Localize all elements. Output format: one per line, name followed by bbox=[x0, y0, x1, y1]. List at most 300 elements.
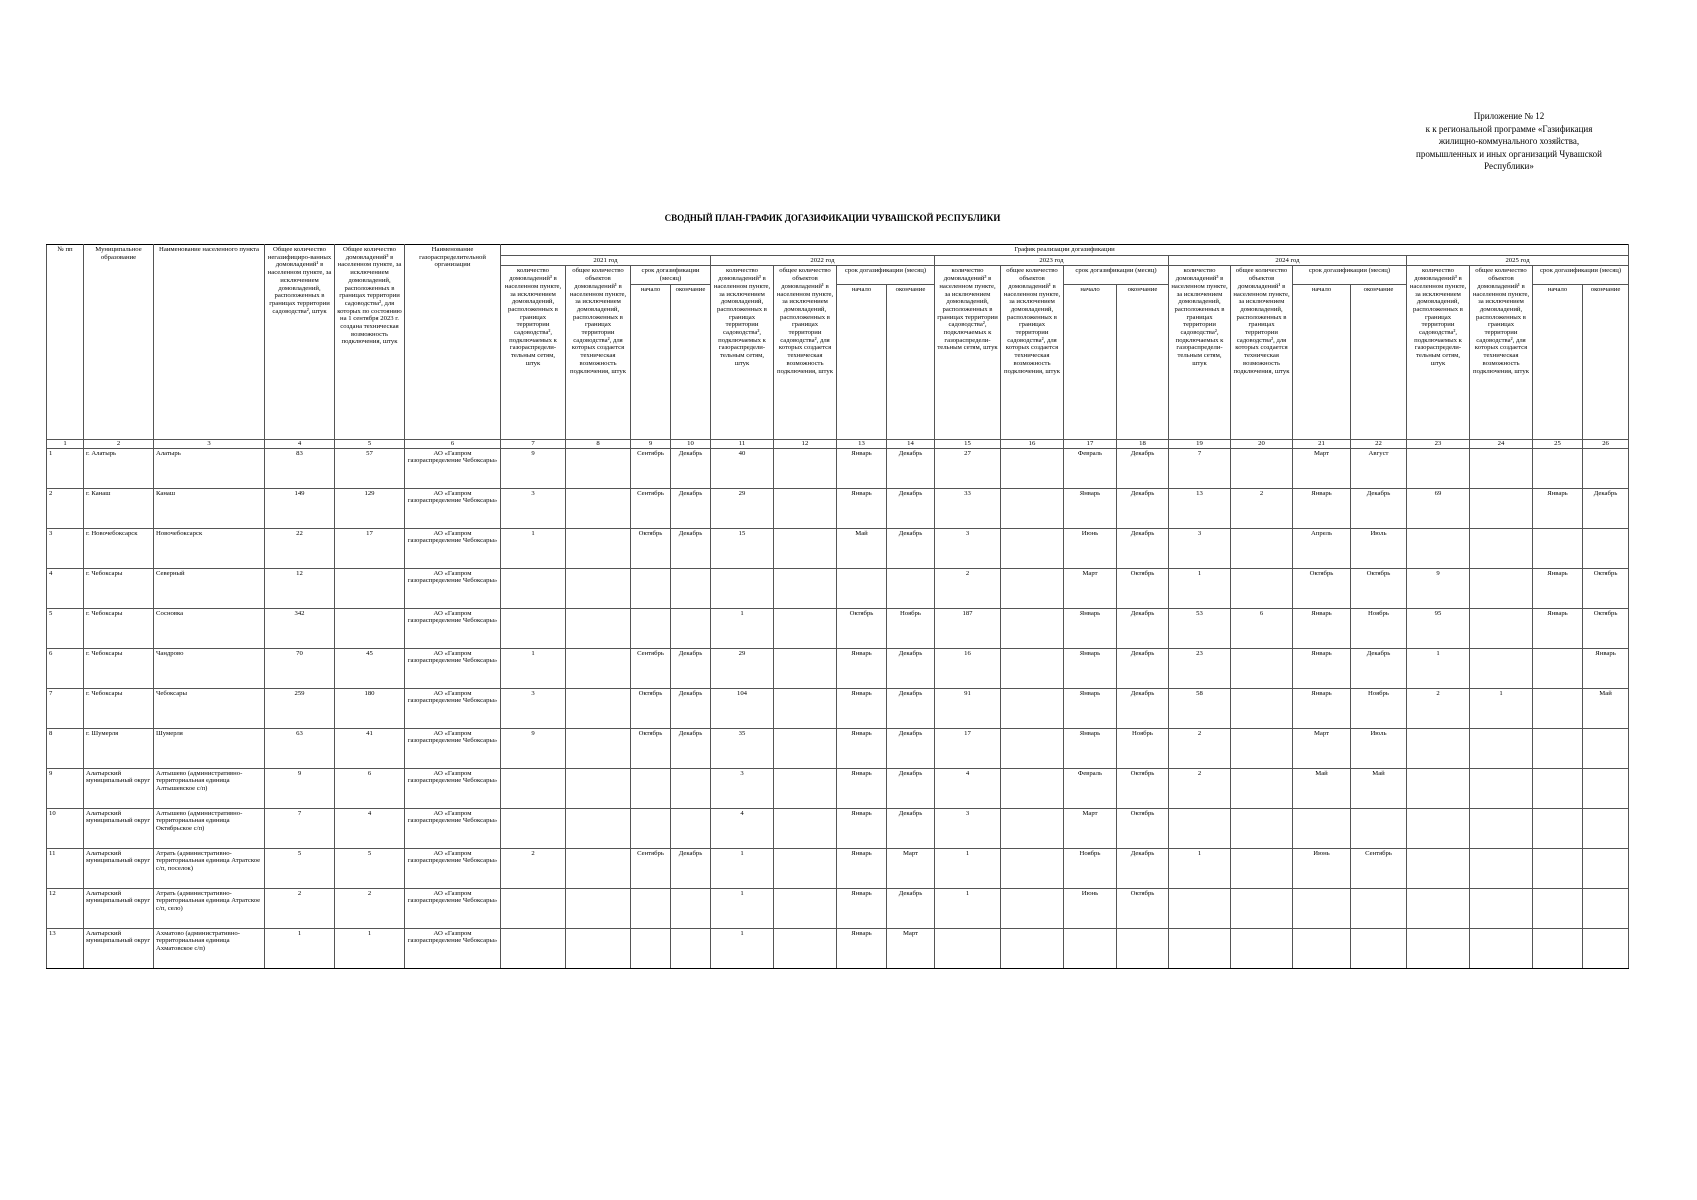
table-cell-c23 bbox=[1407, 848, 1470, 888]
table-cell-t5: 41 bbox=[335, 728, 405, 768]
table-cell-c19: 58 bbox=[1169, 688, 1231, 728]
table-cell-c17: Июнь bbox=[1064, 528, 1117, 568]
table-cell-c14: Декабрь bbox=[887, 448, 935, 488]
table-cell-c15: 2 bbox=[935, 568, 1001, 608]
table-cell-c22: Октябрь bbox=[1351, 568, 1407, 608]
table-cell-no: 9 bbox=[47, 768, 84, 808]
table-cell-c23: 1 bbox=[1407, 648, 1470, 688]
table-cell-c16 bbox=[1001, 648, 1064, 688]
table-cell-org: АО «Газпром газораспределение Чебоксары» bbox=[405, 488, 501, 528]
table-cell-c12 bbox=[774, 888, 837, 928]
appendix-line: Республики» bbox=[1484, 161, 1534, 171]
table-cell-c23 bbox=[1407, 888, 1470, 928]
table-cell-c25 bbox=[1533, 728, 1583, 768]
table-cell-c11: 29 bbox=[711, 648, 774, 688]
table-cell-c7: 2 bbox=[501, 848, 566, 888]
column-number: 23 bbox=[1407, 439, 1470, 448]
table-cell-c19: 7 bbox=[1169, 448, 1231, 488]
table-cell-no: 13 bbox=[47, 928, 84, 968]
table-cell-c7 bbox=[501, 768, 566, 808]
table-cell-c17: Март bbox=[1064, 568, 1117, 608]
header-count-connected: количество домовладений³ в населенном пункте, за исключением домовладений, расположенных в границах территории садоводства², подключаемых к газораспредели-тельным сетям, штук bbox=[711, 266, 774, 439]
table-cell-c14: Декабрь bbox=[887, 488, 935, 528]
header-count-objects: общее количество объектов домовладений¹ в населенном пункте, за исключением домовладений, расположенных в границах территории садоводства², для которых создается техническая возможность подключения, штук bbox=[774, 266, 837, 439]
table-cell-c15: 17 bbox=[935, 728, 1001, 768]
table-cell-no: 6 bbox=[47, 648, 84, 688]
table-cell-c7 bbox=[501, 808, 566, 848]
table-cell-t4: 9 bbox=[265, 768, 335, 808]
table-cell-c15: 16 bbox=[935, 648, 1001, 688]
table-cell-c20 bbox=[1231, 728, 1293, 768]
table-cell-c10: Декабрь bbox=[671, 528, 711, 568]
table-cell-c7 bbox=[501, 568, 566, 608]
table-cell-c18: Декабрь bbox=[1117, 648, 1169, 688]
table-cell-org: АО «Газпром газораспределение Чебоксары» bbox=[405, 568, 501, 608]
header-count-objects: общее количество объектов домовладений¹ в населенном пункте, за исключением домовладений, расположенных в границах территории садоводства², для которых создается техническая возможность подключения, штук bbox=[1001, 266, 1064, 439]
column-number: 16 bbox=[1001, 439, 1064, 448]
table-cell-mun: Алатырский муниципальный округ bbox=[84, 808, 154, 848]
table-cell-c13: Январь bbox=[837, 888, 887, 928]
table-cell-org: АО «Газпром газораспределение Чебоксары» bbox=[405, 848, 501, 888]
table-cell-c21: Март bbox=[1293, 728, 1351, 768]
page-title: СВОДНЫЙ ПЛАН-ГРАФИК ДОГАЗИФИКАЦИИ ЧУВАШСКОЙ РЕСПУБЛИКИ bbox=[664, 213, 1001, 223]
table-cell-c21 bbox=[1293, 888, 1351, 928]
column-number: 26 bbox=[1583, 439, 1629, 448]
header-count-objects: общее количество объектов домовладений¹ в населенном пункте, за исключением домовладений, расположенных в границах территории садоводства², для которых создается техническая возможность подключения, штук bbox=[566, 266, 631, 439]
table-cell-c13: Январь bbox=[837, 688, 887, 728]
table-cell-c18: Октябрь bbox=[1117, 768, 1169, 808]
table-cell-t4: 2 bbox=[265, 888, 335, 928]
table-cell-no: 8 bbox=[47, 728, 84, 768]
header-year: 2024 год bbox=[1169, 255, 1407, 266]
table-cell-c10: Декабрь bbox=[671, 848, 711, 888]
table-cell-org: АО «Газпром газораспределение Чебоксары» bbox=[405, 608, 501, 648]
table-cell-c18: Ноябрь bbox=[1117, 728, 1169, 768]
table-cell-c26 bbox=[1583, 808, 1629, 848]
table-cell-c20 bbox=[1231, 888, 1293, 928]
table-cell-c13: Октябрь bbox=[837, 608, 887, 648]
table-cell-c25: Январь bbox=[1533, 568, 1583, 608]
table-cell-c16 bbox=[1001, 848, 1064, 888]
column-number: 3 bbox=[154, 439, 265, 448]
table-cell-mun: г. Чебоксары bbox=[84, 568, 154, 608]
table-cell-c10 bbox=[671, 768, 711, 808]
table-cell-c15: 1 bbox=[935, 888, 1001, 928]
table-cell-c23 bbox=[1407, 768, 1470, 808]
table-cell-c16 bbox=[1001, 888, 1064, 928]
table-cell-c12 bbox=[774, 528, 837, 568]
table-cell-c9 bbox=[631, 568, 671, 608]
table-cell-c22 bbox=[1351, 888, 1407, 928]
table-cell-place: Атрать (административно-территориальная единица Атратское с/п, село) bbox=[154, 888, 265, 928]
table-cell-c12 bbox=[774, 568, 837, 608]
table-cell-c25 bbox=[1533, 448, 1583, 488]
table-cell-c12 bbox=[774, 488, 837, 528]
table-cell-no: 11 bbox=[47, 848, 84, 888]
header-term: срок догазификации (месяц) bbox=[631, 266, 711, 284]
table-cell-place: Ахматово (административно-территориальная единица Ахматовское с/п) bbox=[154, 928, 265, 968]
table-cell-c13: Январь bbox=[837, 808, 887, 848]
table-cell-c15: 91 bbox=[935, 688, 1001, 728]
table-cell-mun: г. Новочебоксарск bbox=[84, 528, 154, 568]
table-cell-c15: 187 bbox=[935, 608, 1001, 648]
column-number: 7 bbox=[501, 439, 566, 448]
table-cell-c8 bbox=[566, 728, 631, 768]
table-cell-mun: Алатырский муниципальный округ bbox=[84, 888, 154, 928]
table-cell-c9: Сентябрь bbox=[631, 448, 671, 488]
table-cell-c13: Январь bbox=[837, 928, 887, 968]
table-row bbox=[47, 728, 1629, 768]
table-cell-c17: Январь bbox=[1064, 488, 1117, 528]
table-cell-c24 bbox=[1470, 608, 1533, 648]
column-number: 4 bbox=[265, 439, 335, 448]
table-cell-c21 bbox=[1293, 808, 1351, 848]
table-cell-c25 bbox=[1533, 768, 1583, 808]
header-count-objects: общее количество объектов домовладений¹ в населенном пункте, за исключением домовладений, расположенных в границах территории садоводства², для которых создается техническая возможность подключения, штук bbox=[1470, 266, 1533, 439]
table-cell-c16 bbox=[1001, 488, 1064, 528]
table-cell-c9: Октябрь bbox=[631, 728, 671, 768]
column-number: 5 bbox=[335, 439, 405, 448]
header-count-connected: количество домовладений³ в населенном пункте, за исключением домовладений, расположенных в границах территории садоводства², подключаемых к газораспредели-тельным сетям, штук bbox=[501, 266, 566, 439]
header-end: окончание bbox=[887, 284, 935, 439]
column-number: 2 bbox=[84, 439, 154, 448]
table-cell-t5: 1 bbox=[335, 928, 405, 968]
table-cell-c15: 1 bbox=[935, 848, 1001, 888]
table-cell-c16 bbox=[1001, 608, 1064, 648]
table-cell-c26 bbox=[1583, 928, 1629, 968]
table-cell-org: АО «Газпром газораспределение Чебоксары» bbox=[405, 808, 501, 848]
table-cell-c9 bbox=[631, 928, 671, 968]
table-row bbox=[47, 688, 1629, 728]
table-cell-c8 bbox=[566, 488, 631, 528]
table-cell-mun: г. Чебоксары bbox=[84, 608, 154, 648]
table-cell-t5: 5 bbox=[335, 848, 405, 888]
table-cell-mun: г. Канаш bbox=[84, 488, 154, 528]
table-cell-c21: Январь bbox=[1293, 488, 1351, 528]
column-number: 17 bbox=[1064, 439, 1117, 448]
header-count-connected: количество домовладений³ в населенном пункте, за исключением домовладений, расположенных в границах территории садоводства², подключаемых к газораспредели-тельным сетям, штук bbox=[1407, 266, 1470, 439]
table-cell-c7 bbox=[501, 888, 566, 928]
header-year: 2022 год bbox=[711, 255, 935, 266]
table-body bbox=[47, 448, 1629, 968]
table-cell-c9 bbox=[631, 808, 671, 848]
column-number: 14 bbox=[887, 439, 935, 448]
column-number: 20 bbox=[1231, 439, 1293, 448]
table-cell-c23: 2 bbox=[1407, 688, 1470, 728]
table-cell-c18: Декабрь bbox=[1117, 528, 1169, 568]
table-cell-c15: 27 bbox=[935, 448, 1001, 488]
column-number: 8 bbox=[566, 439, 631, 448]
table-cell-c16 bbox=[1001, 568, 1064, 608]
table-cell-c7: 9 bbox=[501, 728, 566, 768]
table-cell-c26: Декабрь bbox=[1583, 488, 1629, 528]
table-cell-c24 bbox=[1470, 528, 1533, 568]
header-schedule: График реализации догазификации bbox=[501, 245, 1629, 256]
table-cell-c11: 40 bbox=[711, 448, 774, 488]
table-cell-c25 bbox=[1533, 808, 1583, 848]
table-cell-mun: г. Шумерля bbox=[84, 728, 154, 768]
table-cell-c26: Май bbox=[1583, 688, 1629, 728]
table-cell-c16 bbox=[1001, 448, 1064, 488]
table-cell-c14: Декабрь bbox=[887, 888, 935, 928]
table-cell-mun: г. Чебоксары bbox=[84, 648, 154, 688]
table-cell-c23: 69 bbox=[1407, 488, 1470, 528]
header-end: окончание bbox=[1583, 284, 1629, 439]
table-cell-c24 bbox=[1470, 448, 1533, 488]
table-cell-c25 bbox=[1533, 888, 1583, 928]
table-cell-c10: Декабрь bbox=[671, 448, 711, 488]
table-cell-c20 bbox=[1231, 928, 1293, 968]
table-cell-c7: 3 bbox=[501, 488, 566, 528]
table-cell-t4: 5 bbox=[265, 848, 335, 888]
column-number: 13 bbox=[837, 439, 887, 448]
table-cell-c18: Декабрь bbox=[1117, 448, 1169, 488]
table-cell-c19: 53 bbox=[1169, 608, 1231, 648]
table-cell-c19: 1 bbox=[1169, 848, 1231, 888]
table-cell-c24 bbox=[1470, 928, 1533, 968]
table-cell-c13: Январь bbox=[837, 848, 887, 888]
table-cell-c19: 2 bbox=[1169, 768, 1231, 808]
table-cell-c9 bbox=[631, 608, 671, 648]
table-cell-t4: 22 bbox=[265, 528, 335, 568]
table-cell-c14: Декабрь bbox=[887, 688, 935, 728]
table-cell-c11 bbox=[711, 568, 774, 608]
header-total-tech: Общее количество домовладений³ в населенном пункте, за исключением домовладений, расположенных в границах территории садоводства², для которых по состоянию на 1 сентября 2023 г. создана техническая возможность подключения, штук bbox=[335, 245, 405, 440]
table-cell-c11: 1 bbox=[711, 928, 774, 968]
header-start: начало bbox=[837, 284, 887, 439]
table-cell-c16 bbox=[1001, 928, 1064, 968]
table-cell-c18: Декабрь bbox=[1117, 608, 1169, 648]
table-cell-c16 bbox=[1001, 768, 1064, 808]
table-cell-c21: Июнь bbox=[1293, 848, 1351, 888]
table-cell-c23: 95 bbox=[1407, 608, 1470, 648]
column-number: 10 bbox=[671, 439, 711, 448]
table-row bbox=[47, 568, 1629, 608]
header-row bbox=[47, 245, 1629, 256]
table-cell-c8 bbox=[566, 928, 631, 968]
table-cell-c20 bbox=[1231, 848, 1293, 888]
table-cell-c26 bbox=[1583, 888, 1629, 928]
table-cell-place: Сосновка bbox=[154, 608, 265, 648]
column-number: 6 bbox=[405, 439, 501, 448]
table-cell-c17: Февраль bbox=[1064, 768, 1117, 808]
table-cell-c25 bbox=[1533, 928, 1583, 968]
table-cell-c10 bbox=[671, 928, 711, 968]
table-cell-place: Новочебоксарск bbox=[154, 528, 265, 568]
table-cell-c21: Январь bbox=[1293, 688, 1351, 728]
table-cell-c13 bbox=[837, 568, 887, 608]
table-row bbox=[47, 648, 1629, 688]
table-cell-c24 bbox=[1470, 728, 1533, 768]
table-cell-c13: Январь bbox=[837, 728, 887, 768]
table-cell-c12 bbox=[774, 688, 837, 728]
table-cell-place: Чебоксары bbox=[154, 688, 265, 728]
table-cell-c7 bbox=[501, 928, 566, 968]
column-number: 11 bbox=[711, 439, 774, 448]
table-cell-c26 bbox=[1583, 728, 1629, 768]
table-cell-c8 bbox=[566, 608, 631, 648]
table-cell-c13: Январь bbox=[837, 768, 887, 808]
appendix-line: к к региональной программе «Газификация bbox=[1425, 123, 1593, 134]
table-cell-c10: Декабрь bbox=[671, 648, 711, 688]
table-cell-c17: Январь bbox=[1064, 728, 1117, 768]
table-cell-c24 bbox=[1470, 888, 1533, 928]
table-cell-c10 bbox=[671, 808, 711, 848]
column-number: 15 bbox=[935, 439, 1001, 448]
table-cell-c26: Октябрь bbox=[1583, 608, 1629, 648]
table-cell-c17: Январь bbox=[1064, 608, 1117, 648]
table-cell-c23 bbox=[1407, 528, 1470, 568]
table-cell-c22: Декабрь bbox=[1351, 488, 1407, 528]
table-cell-c9: Октябрь bbox=[631, 688, 671, 728]
table-cell-c12 bbox=[774, 728, 837, 768]
table-cell-c19 bbox=[1169, 888, 1231, 928]
table-cell-c21: Январь bbox=[1293, 608, 1351, 648]
table-cell-c11: 35 bbox=[711, 728, 774, 768]
table-cell-no: 4 bbox=[47, 568, 84, 608]
table-cell-c17: Февраль bbox=[1064, 448, 1117, 488]
column-number: 19 bbox=[1169, 439, 1231, 448]
table-cell-c7: 9 bbox=[501, 448, 566, 488]
table-row bbox=[47, 488, 1629, 528]
table-cell-c8 bbox=[566, 808, 631, 848]
table-cell-place: Алтышево (административно-территориальная единица Октябрьское с/п) bbox=[154, 808, 265, 848]
table-cell-c7: 1 bbox=[501, 648, 566, 688]
table-cell-c18: Декабрь bbox=[1117, 688, 1169, 728]
table-cell-t5 bbox=[335, 608, 405, 648]
table-cell-no: 3 bbox=[47, 528, 84, 568]
table-cell-place: Северный bbox=[154, 568, 265, 608]
table-row bbox=[47, 448, 1629, 488]
column-number: 12 bbox=[774, 439, 837, 448]
column-number: 22 bbox=[1351, 439, 1407, 448]
table-cell-t5: 6 bbox=[335, 768, 405, 808]
table-cell-c22: Июль bbox=[1351, 728, 1407, 768]
table-cell-t4: 1 bbox=[265, 928, 335, 968]
table-cell-c21 bbox=[1293, 928, 1351, 968]
table-cell-no: 1 bbox=[47, 448, 84, 488]
table-cell-mun: Алатырский муниципальный округ bbox=[84, 848, 154, 888]
column-number: 18 bbox=[1117, 439, 1169, 448]
table-cell-c19: 3 bbox=[1169, 528, 1231, 568]
table-cell-c24 bbox=[1470, 848, 1533, 888]
table-cell-t4: 7 bbox=[265, 808, 335, 848]
table-cell-c16 bbox=[1001, 808, 1064, 848]
table-cell-c15: 3 bbox=[935, 528, 1001, 568]
table-cell-c18 bbox=[1117, 928, 1169, 968]
table-cell-c21: Январь bbox=[1293, 648, 1351, 688]
header-count-connected: количество домовладений³ в населенном пункте, за исключением домовладений, расположенных в границах территории садоводства², подключаемых к газораспредели-тельным сетям, штук bbox=[1169, 266, 1231, 439]
table-cell-c16 bbox=[1001, 728, 1064, 768]
table-cell-mun: Алатырский муниципальный округ bbox=[84, 928, 154, 968]
table-cell-c21: Апрель bbox=[1293, 528, 1351, 568]
header-start: начало bbox=[1293, 284, 1351, 439]
table-cell-t4: 83 bbox=[265, 448, 335, 488]
table-cell-mun: г. Алатырь bbox=[84, 448, 154, 488]
table-cell-c13: Январь bbox=[837, 488, 887, 528]
column-number: 9 bbox=[631, 439, 671, 448]
table-cell-c25: Январь bbox=[1533, 488, 1583, 528]
table-cell-c11: 1 bbox=[711, 888, 774, 928]
table-cell-c9: Сентябрь bbox=[631, 848, 671, 888]
table-cell-c14: Декабрь bbox=[887, 808, 935, 848]
table-cell-c19: 23 bbox=[1169, 648, 1231, 688]
table-cell-c17: Ноябрь bbox=[1064, 848, 1117, 888]
table-cell-place: Шумерля bbox=[154, 728, 265, 768]
table-cell-c24 bbox=[1470, 768, 1533, 808]
table-cell-org: АО «Газпром газораспределение Чебоксары» bbox=[405, 528, 501, 568]
header-start: начало bbox=[1064, 284, 1117, 439]
table-cell-c11: 104 bbox=[711, 688, 774, 728]
header-year: 2023 год bbox=[935, 255, 1169, 266]
table-cell-c9: Сентябрь bbox=[631, 488, 671, 528]
table-cell-c9 bbox=[631, 888, 671, 928]
table-cell-c22: Декабрь bbox=[1351, 648, 1407, 688]
table-cell-t5: 129 bbox=[335, 488, 405, 528]
table-cell-c12 bbox=[774, 648, 837, 688]
header-count-connected: количество домовладений³ в населенном пункте, за исключением домовладений, расположенных в границах территории садоводства², подключаемых к газораспредели-тельным сетям, штук bbox=[935, 266, 1001, 439]
column-number: 1 bbox=[47, 439, 84, 448]
header-start: начало bbox=[631, 284, 671, 439]
column-number-row bbox=[47, 439, 1629, 448]
table-cell-c22: Ноябрь bbox=[1351, 688, 1407, 728]
table-cell-no: 5 bbox=[47, 608, 84, 648]
table-cell-t4: 12 bbox=[265, 568, 335, 608]
table-cell-c13: Январь bbox=[837, 648, 887, 688]
table-cell-c22: Сентябрь bbox=[1351, 848, 1407, 888]
table-cell-c19: 1 bbox=[1169, 568, 1231, 608]
table-row bbox=[47, 928, 1629, 968]
table-cell-c10 bbox=[671, 888, 711, 928]
table-cell-c20: 2 bbox=[1231, 488, 1293, 528]
table-cell-c19: 13 bbox=[1169, 488, 1231, 528]
table-cell-c22 bbox=[1351, 808, 1407, 848]
table-cell-c24 bbox=[1470, 648, 1533, 688]
header-term: срок догазификации (месяц) bbox=[1064, 266, 1169, 284]
table-cell-c20 bbox=[1231, 688, 1293, 728]
table-cell-place: Алатырь bbox=[154, 448, 265, 488]
table-cell-t5: 57 bbox=[335, 448, 405, 488]
header-year: 2021 год bbox=[501, 255, 711, 266]
table-cell-c17: Январь bbox=[1064, 648, 1117, 688]
table-cell-c23 bbox=[1407, 808, 1470, 848]
table-cell-mun: Алатырский муниципальный округ bbox=[84, 768, 154, 808]
header-term: срок догазификации (месяц) bbox=[1293, 266, 1407, 284]
table-cell-org: АО «Газпром газораспределение Чебоксары» bbox=[405, 928, 501, 968]
header-term: срок догазификации (месяц) bbox=[837, 266, 935, 284]
table-cell-t4: 63 bbox=[265, 728, 335, 768]
table-cell-c15: 4 bbox=[935, 768, 1001, 808]
table-cell-c8 bbox=[566, 688, 631, 728]
table-cell-c11: 1 bbox=[711, 848, 774, 888]
appendix-line: промышленных и иных организаций Чувашской bbox=[1416, 148, 1602, 159]
table-row bbox=[47, 528, 1629, 568]
table-cell-c24: 1 bbox=[1470, 688, 1533, 728]
header-settlement: Наименование населенного пункта bbox=[154, 245, 265, 440]
table-cell-c26 bbox=[1583, 448, 1629, 488]
table-cell-t5: 4 bbox=[335, 808, 405, 848]
table-cell-c9: Сентябрь bbox=[631, 648, 671, 688]
table-cell-c10 bbox=[671, 608, 711, 648]
table-cell-c8 bbox=[566, 568, 631, 608]
table-cell-t5 bbox=[335, 568, 405, 608]
table-cell-c8 bbox=[566, 768, 631, 808]
table-cell-c17: Июнь bbox=[1064, 888, 1117, 928]
table-cell-c14: Декабрь bbox=[887, 768, 935, 808]
table-cell-c20 bbox=[1231, 528, 1293, 568]
table-cell-c15: 3 bbox=[935, 808, 1001, 848]
header-end: окончание bbox=[1117, 284, 1169, 439]
